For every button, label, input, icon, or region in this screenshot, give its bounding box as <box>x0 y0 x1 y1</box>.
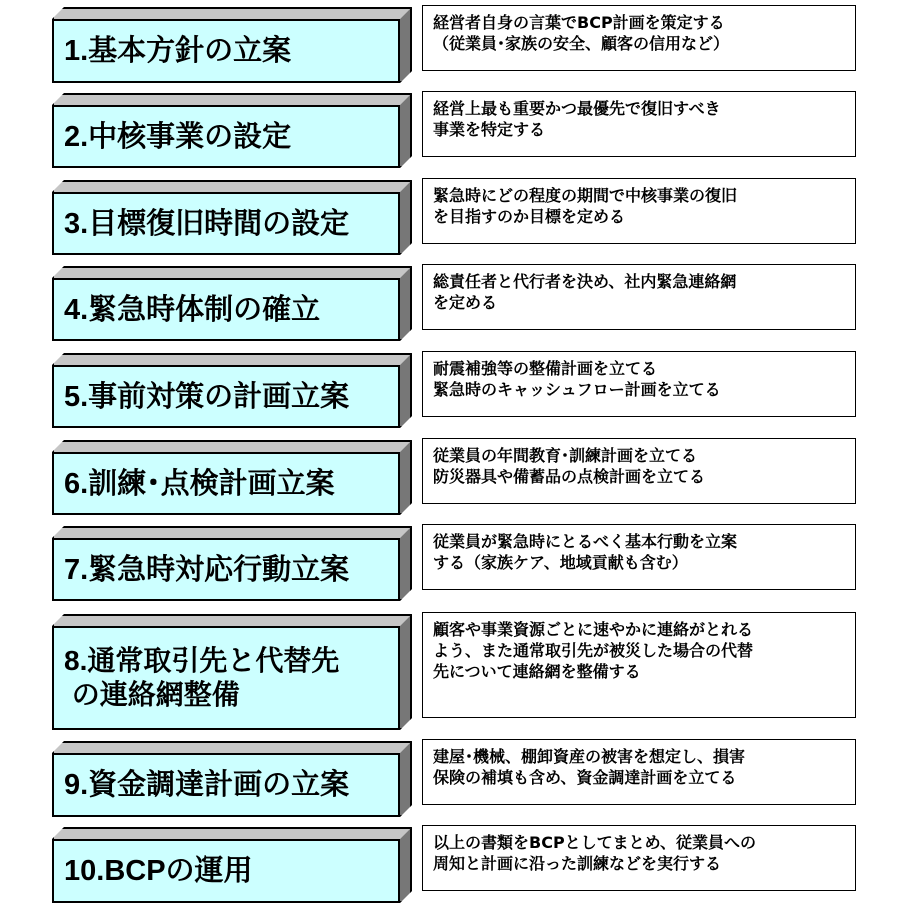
step-6-title: 6.訓練･点検計画立案 <box>64 467 335 500</box>
step-7-title: 7.緊急時対応行動立案 <box>64 553 350 586</box>
step-8-description: 顧客や事業資源ごとに速やかに連絡がとれる よう、また通常取引先が被災した場合の代替 先について連絡網を整備する <box>422 612 856 718</box>
step-3-description: 緊急時にどの程度の期間で中核事業の復旧 を目指すのか目標を定める <box>422 178 856 244</box>
step-10-title-box <box>52 827 412 903</box>
step-4-title: 4.緊急時体制の確立 <box>64 293 321 326</box>
step-4-description: 総責任者と代行者を決め、社内緊急連絡網 を定める <box>422 264 856 330</box>
step-2-title-box <box>52 93 412 168</box>
step-6-title-box <box>52 440 412 515</box>
step-7-title-box <box>52 526 412 601</box>
step-2-description: 経営上最も重要かつ最優先で復旧すべき 事業を特定する <box>422 91 856 157</box>
step-5-title-box <box>52 353 412 428</box>
step-7-description: 従業員が緊急時にとるべく基本行動を立案 する（家族ケア、地域貢献も含む） <box>422 524 856 590</box>
step-10-description: 以上の書類をBCPとしてまとめ、従業員への 周知と計画に沿った訓練などを実行する <box>422 825 856 891</box>
step-8-title: 8.通常取引先と代替先 の連絡網整備 <box>64 645 340 710</box>
step-9-description: 建屋･機械、棚卸資産の被害を想定し、損害 保険の補填も含め、資金調達計画を立てる <box>422 739 856 805</box>
step-3-title-box <box>52 180 412 255</box>
step-8-title-box <box>52 614 412 730</box>
step-5-description: 耐震補強等の整備計画を立てる 緊急時のキャッシュフロー計画を立てる <box>422 351 856 417</box>
step-3-title: 3.目標復旧時間の設定 <box>64 207 350 240</box>
step-1-description: 経営者自身の言葉でBCP計画を策定する （従業員･家族の安全、顧客の信用など） <box>422 5 856 71</box>
step-1-title-box <box>52 7 412 83</box>
step-10-title: 10.BCPの運用 <box>64 855 253 887</box>
step-9-title-box <box>52 741 412 817</box>
step-4-title-box <box>52 266 412 341</box>
step-1-title: 1.基本方針の立案 <box>64 35 292 67</box>
step-5-title: 5.事前対策の計画立案 <box>64 380 350 413</box>
step-6-description: 従業員の年間教育･訓練計画を立てる 防災器具や備蓄品の点検計画を立てる <box>422 438 856 504</box>
step-2-title: 2.中核事業の設定 <box>64 120 292 153</box>
step-9-title: 9.資金調達計画の立案 <box>64 769 350 801</box>
